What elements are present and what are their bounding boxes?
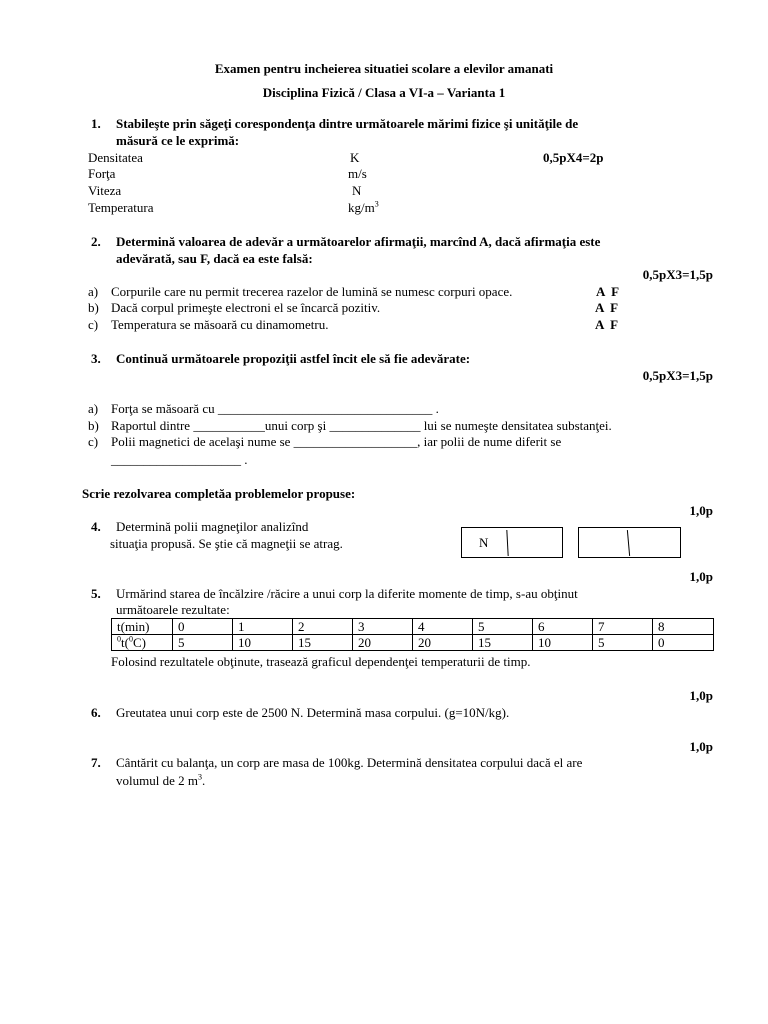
q7-number: 7. <box>91 755 101 770</box>
q2-number: 2. <box>91 234 101 249</box>
exam-subtitle: Disciplina Fizică / Clasa a VI-a – Varianta 1 <box>262 85 506 100</box>
table-cell-temperature: 10 <box>533 635 593 651</box>
section-heading: Scrie rezolvarea completăa problemelor propuse: <box>82 486 356 501</box>
table-cell-temperature: 20 <box>353 635 413 651</box>
q6-score: 1,0p <box>689 688 713 703</box>
q3-item-b-text: Raportul dintre ___________unui corp şi ______________ lui se numeşte densitatea substanţei. <box>111 418 612 433</box>
table-cell-time: 3 <box>353 619 413 635</box>
q1-text-line2: măsură ce le exprimă: <box>116 133 240 148</box>
table-cell-temperature: 5 <box>173 635 233 651</box>
q2-text-line2: adevărată, sau F, dacă ea este falsă: <box>116 251 313 266</box>
q3-text: Continuă următoarele propoziţii astfel încit ele să fie adevărate: <box>116 351 471 366</box>
q5-text-line2: următoarele rezultate: <box>116 602 230 617</box>
q1-text-line1: Stabileşte prin săgeţi corespondenţa dintre următoarele mărimi fizice şi unităţile de <box>116 116 579 131</box>
q2-item-b-text: Dacă corpul primeşte electroni el se încarcă pozitiv. <box>111 300 381 315</box>
q2-item-c-label: c) <box>88 317 99 332</box>
q2-item-a-choice: A F <box>596 284 620 299</box>
q2-item-a-label: a) <box>88 284 99 299</box>
table-cell-temperature: 15 <box>293 635 353 651</box>
magnet-left <box>461 527 563 558</box>
table-cell-time: 6 <box>533 619 593 635</box>
q1-unit-newton: N <box>352 183 362 198</box>
q2-item-c-choice: A F <box>595 317 619 332</box>
q1-unit-density-base: kg/m <box>348 200 375 215</box>
q5-score: 1,0p <box>689 569 713 584</box>
q7-score: 1,0p <box>689 739 713 754</box>
q1-unit-density-exponent: 3 <box>374 199 379 209</box>
q1-quantity-force: Forţa <box>88 166 116 181</box>
q7-text-line2 <box>116 773 205 789</box>
q4-text-line1: Determină polii magneţilor analizînd <box>116 519 309 534</box>
temp-header-a: t( <box>121 635 129 650</box>
q3-item-c-label: c) <box>88 434 99 449</box>
table-row <box>112 619 714 635</box>
q6-number: 6. <box>91 705 101 720</box>
table-row-header-temperature <box>112 635 173 651</box>
magnet-left-pole-label: N <box>479 535 489 550</box>
table-cell-time: 5 <box>473 619 533 635</box>
q3-item-c-continuation: ____________________ . <box>111 452 248 467</box>
q1-quantity-speed: Viteza <box>88 183 122 198</box>
q7-volume-period: . <box>201 773 206 788</box>
q2-text-line1: Determină valoarea de adevăr a următoarelor afirmaţii, marcînd A, dacă afirmaţia este <box>116 234 601 249</box>
table-cell-temperature: 10 <box>233 635 293 651</box>
q1-score: 0,5pX4=2p <box>543 150 604 165</box>
q6-text: Greutatea unui corp este de 2500 N. Determină masa corpului. (g=10N/kg). <box>116 705 510 720</box>
q4-text-line2: situaţia propusă. Se ştie că magneţii se atrag. <box>110 536 343 551</box>
q4-score: 1,0p <box>689 503 713 518</box>
q2-item-b-choice: A F <box>595 300 619 315</box>
q2-item-c-text: Temperatura se măsoară cu dinamometru. <box>111 317 329 332</box>
table-cell-temperature: 15 <box>473 635 533 651</box>
table-cell-temperature: 5 <box>593 635 653 651</box>
exam-title: Examen pentru incheierea situatiei scolare a elevilor amanati <box>214 61 554 76</box>
q1-number: 1. <box>91 116 101 131</box>
table-cell-time: 8 <box>653 619 714 635</box>
temp-header-sup2: 0 <box>128 634 133 644</box>
q3-item-b-label: b) <box>88 418 99 433</box>
q3-score: 0,5pX3=1,5p <box>642 368 713 383</box>
q7-text-line1: Cântărit cu balanţa, un corp are masa de 100kg. Determină densitatea corpului dacă el are <box>116 755 583 770</box>
q5-text-line1: Urmărind starea de încălzire /răcire a unui corp la diferite momente de timp, s-au obţinut <box>116 586 578 601</box>
q2-score: 0,5pX3=1,5p <box>642 267 713 282</box>
table-cell-time: 1 <box>233 619 293 635</box>
table-cell-time: 2 <box>293 619 353 635</box>
table-cell-time: 7 <box>593 619 653 635</box>
q7-volume-exponent: 3 <box>197 772 202 782</box>
q1-unit-meters-per-second: m/s <box>348 166 367 181</box>
q7-volume-text: volumul de 2 m <box>116 773 198 788</box>
q5-data-table <box>111 618 714 651</box>
q3-item-c-text: Polii magnetici de acelaşi nume se ___________________, iar polii de nume diferit se <box>111 434 562 449</box>
temp-header-b: C) <box>132 635 146 650</box>
table-cell-time: 0 <box>173 619 233 635</box>
q3-item-a-text: Forţa se măsoară cu _________________________________ . <box>111 401 439 416</box>
table-cell-temperature: 0 <box>653 635 714 651</box>
table-cell-time: 4 <box>413 619 473 635</box>
q1-quantity-temperature: Temperatura <box>88 200 154 215</box>
temp-header-sup1: 0 <box>117 634 121 644</box>
q2-item-b-label: b) <box>88 300 99 315</box>
q3-item-a-label: a) <box>88 401 99 416</box>
q1-unit-kelvin: K <box>350 150 360 165</box>
q1-unit-density <box>348 200 379 216</box>
q3-number: 3. <box>91 351 101 366</box>
q5-number: 5. <box>91 586 101 601</box>
q2-item-a-text: Corpurile care nu permit trecerea razelor de lumină se numesc corpuri opace. <box>111 284 513 299</box>
table-row-header-time: t(min) <box>112 619 173 635</box>
q1-quantity-density: Densitatea <box>88 150 143 165</box>
table-row <box>112 635 714 651</box>
table-cell-temperature: 20 <box>413 635 473 651</box>
q4-number: 4. <box>91 519 101 534</box>
q5-instruction: Folosind rezultatele obţinute, trasează graficul dependenţei temperaturii de timp. <box>111 654 531 669</box>
